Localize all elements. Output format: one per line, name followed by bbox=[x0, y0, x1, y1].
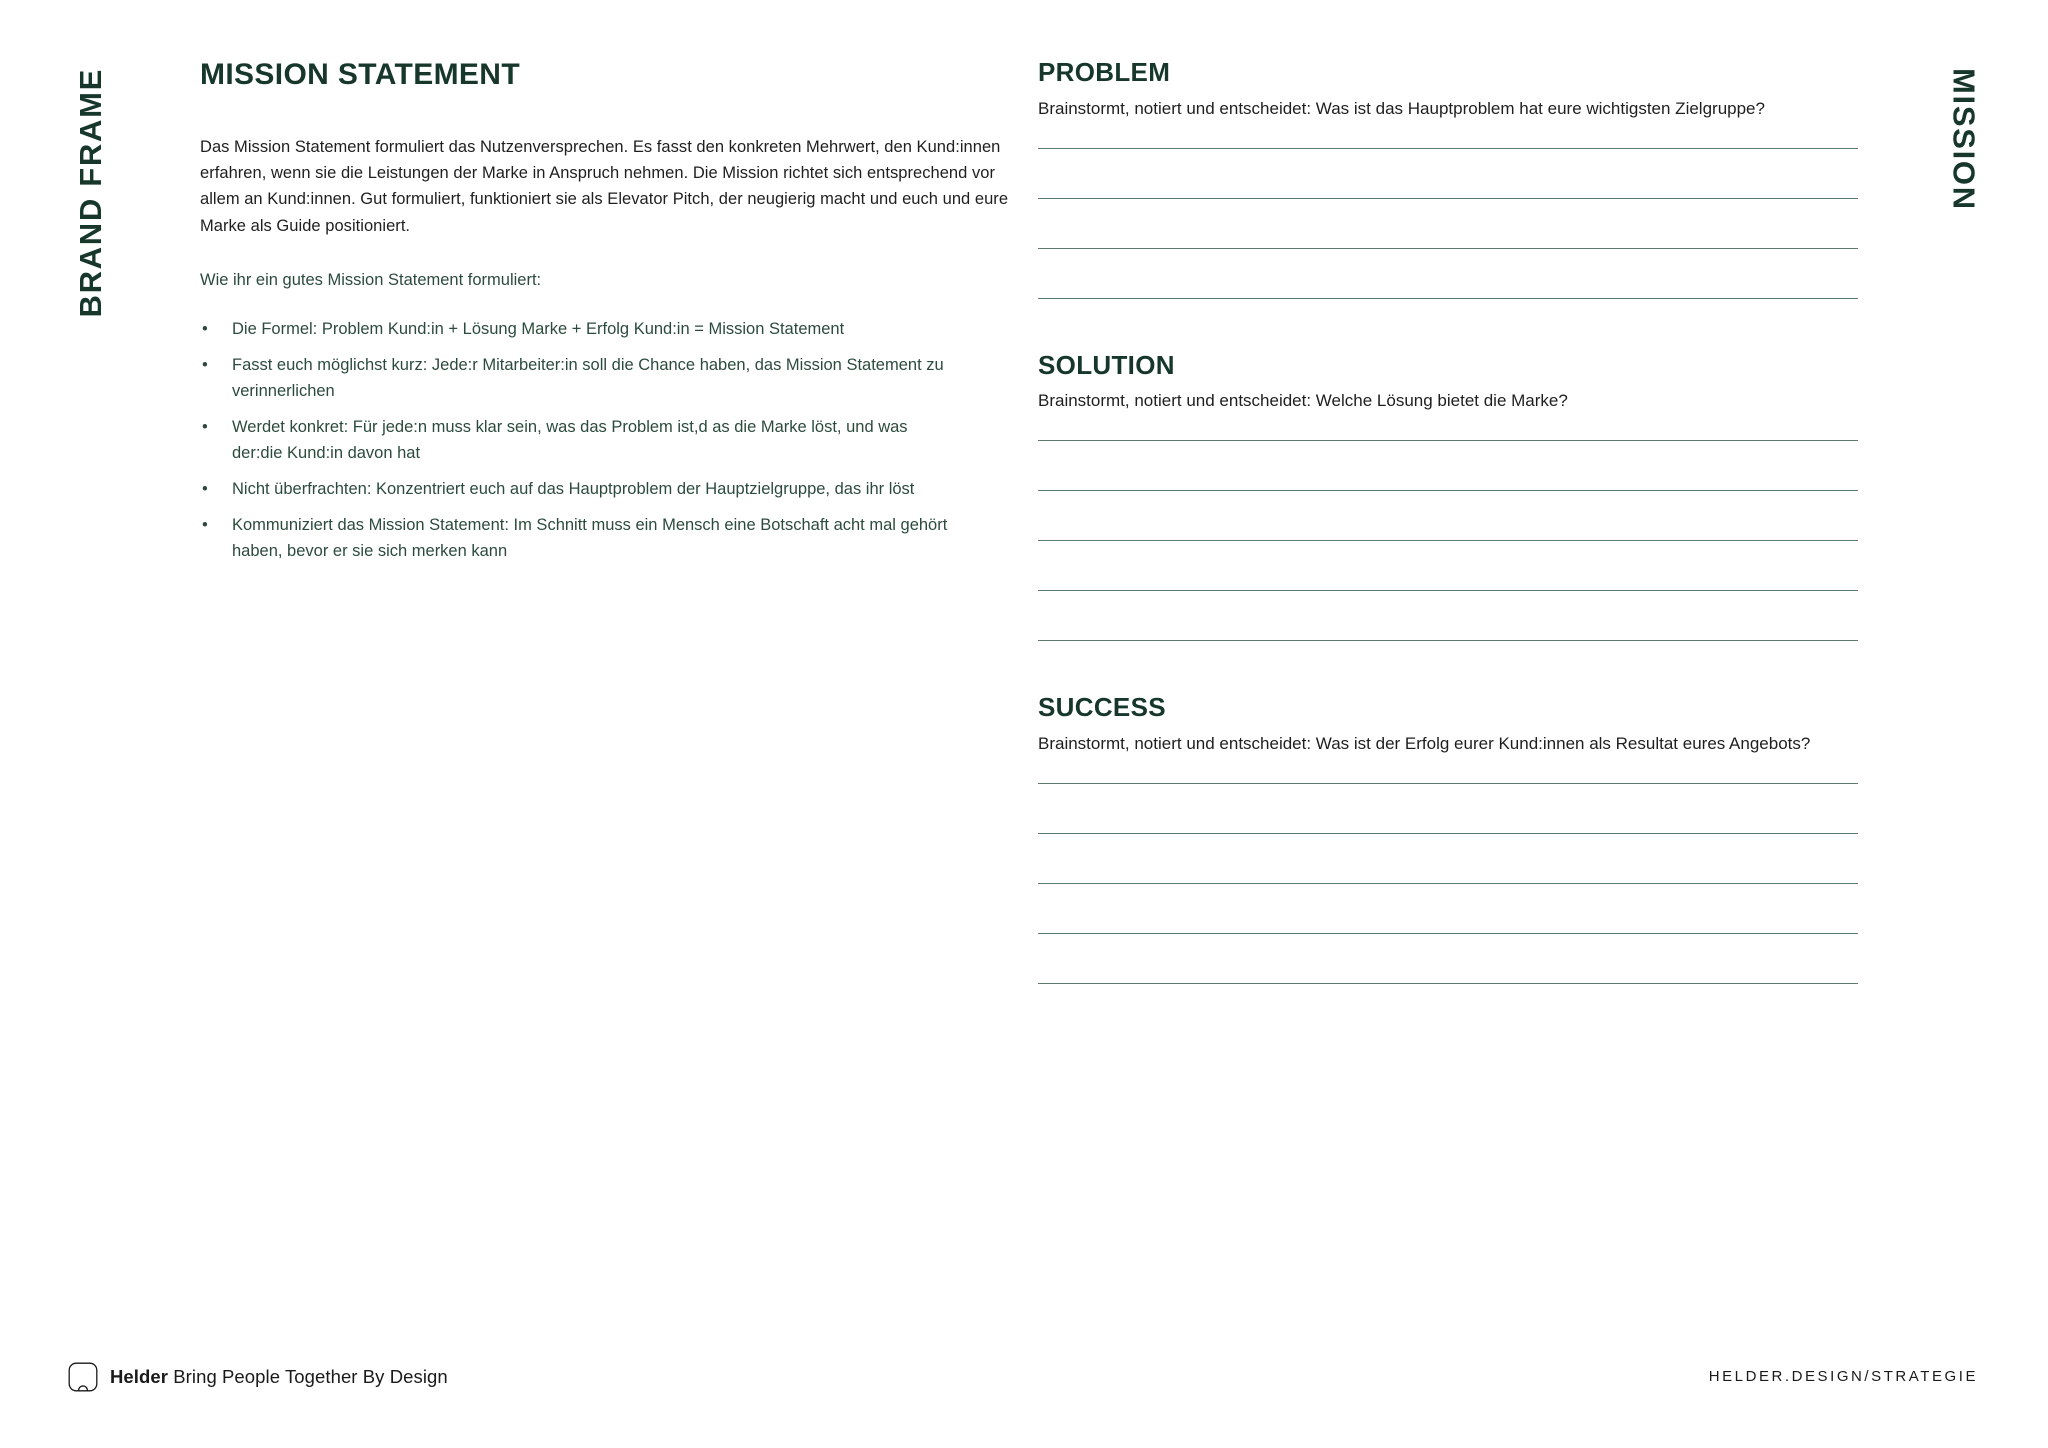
list-item bbox=[200, 316, 960, 342]
write-line[interactable] bbox=[1038, 833, 1858, 834]
list-item-label: Die Formel: Problem Kund:in + Lösung Marke + Erfolg Kund:in = Mission Statement bbox=[232, 319, 845, 338]
list-item bbox=[200, 352, 960, 404]
bullet-icon: • bbox=[202, 479, 208, 498]
write-line[interactable] bbox=[1038, 298, 1858, 299]
tips-lead-in: Wie ihr ein gutes Mission Statement formuliert: bbox=[200, 271, 542, 290]
page-title: MISSION STATEMENT bbox=[200, 58, 521, 91]
list-item-label: Werdet konkret: Für jede:n muss klar sein, was das Problem ist,d as die Marke löst, und was der:die Kund:in davon hat bbox=[232, 417, 908, 462]
list-item bbox=[200, 476, 960, 502]
list-item-label: Kommuniziert das Mission Statement: Im Schnitt muss ein Mensch eine Botschaft acht mal gehört haben, bevor er sie sich merken kann bbox=[232, 515, 948, 560]
section-success-description: Brainstormt, notiert und entscheidet: Was ist der Erfolg eurer Kund:innen als Resultat eures Angebots? bbox=[1038, 733, 1811, 753]
section-success bbox=[1038, 693, 1858, 984]
list-item-label: Fasst euch möglichst kurz: Jede:r Mitarbeiter:in soll die Chance haben, das Mission Statement zu verinnerlichen bbox=[232, 355, 944, 400]
bullet-icon: • bbox=[202, 515, 208, 534]
write-line[interactable] bbox=[1038, 883, 1858, 884]
tips-list bbox=[200, 316, 1060, 565]
bullet-icon: • bbox=[202, 319, 208, 338]
write-line[interactable] bbox=[1038, 933, 1858, 934]
write-line[interactable] bbox=[1038, 783, 1858, 784]
section-solution-heading: SOLUTION bbox=[1038, 349, 1175, 380]
write-line[interactable] bbox=[1038, 198, 1858, 199]
footer-tagline: Bring People Together By Design bbox=[173, 1365, 448, 1387]
section-problem-description: Brainstormt, notiert und entscheidet: Was ist das Hauptproblem hat eure wichtigsten Zielgruppe? bbox=[1038, 98, 1765, 118]
section-problem-heading: PROBLEM bbox=[1038, 57, 1171, 87]
write-line[interactable] bbox=[1038, 440, 1858, 441]
list-item bbox=[200, 414, 960, 466]
page-footer bbox=[0, 1362, 2048, 1402]
write-line[interactable] bbox=[1038, 590, 1858, 591]
write-line[interactable] bbox=[1038, 640, 1858, 641]
write-line[interactable] bbox=[1038, 490, 1858, 491]
side-tab-brand-frame-label: BRAND FRAME bbox=[72, 68, 108, 318]
section-problem bbox=[1038, 58, 1858, 299]
footer-brand bbox=[68, 1362, 448, 1392]
footer-url-label: HELDER.DESIGN/STRATEGIE bbox=[1708, 1368, 1978, 1385]
section-success-heading: SUCCESS bbox=[1038, 692, 1166, 723]
list-item-label: Nicht überfrachten: Konzentriert euch auf das Hauptproblem der Hauptzielgruppe, das ihr löst bbox=[232, 479, 915, 498]
side-tab-mission-label: MISSION bbox=[1946, 68, 1982, 211]
list-item bbox=[200, 512, 960, 564]
section-solution-description: Brainstormt, notiert und entscheidet: Welche Lösung bietet die Marke? bbox=[1038, 391, 1568, 411]
footer-brand-name: Helder bbox=[110, 1365, 169, 1387]
helder-logo-icon bbox=[68, 1362, 98, 1392]
section-problem-write-lines[interactable] bbox=[1038, 148, 1858, 299]
write-line[interactable] bbox=[1038, 983, 1858, 984]
write-line[interactable] bbox=[1038, 248, 1858, 249]
section-success-write-lines[interactable] bbox=[1038, 783, 1858, 984]
footer-brand-text bbox=[110, 1365, 448, 1387]
side-tab-brand-frame bbox=[60, 68, 120, 488]
side-tab-mission bbox=[1934, 68, 1994, 368]
explanation-column bbox=[200, 58, 1060, 574]
bullet-icon: • bbox=[202, 355, 208, 374]
worksheet-column bbox=[1038, 58, 1858, 984]
write-line[interactable] bbox=[1038, 148, 1858, 149]
intro-paragraph: Das Mission Statement formuliert das Nutzenversprechen. Es fasst den konkreten Mehrwert, den Kund:innen erfahren, wenn sie die Leistungen der Marke in Anspruch nehmen. Die Mission richtet sich entsprechend vor allem an Kund:innen. Gut formuliert, funktioniert sie als Elevator Pitch, der neugierig macht und euch und eure Marke als Guide positioniert. bbox=[200, 137, 1009, 235]
write-line[interactable] bbox=[1038, 540, 1858, 541]
section-solution bbox=[1038, 351, 1858, 642]
bullet-icon: • bbox=[202, 417, 208, 436]
section-solution-write-lines[interactable] bbox=[1038, 440, 1858, 641]
